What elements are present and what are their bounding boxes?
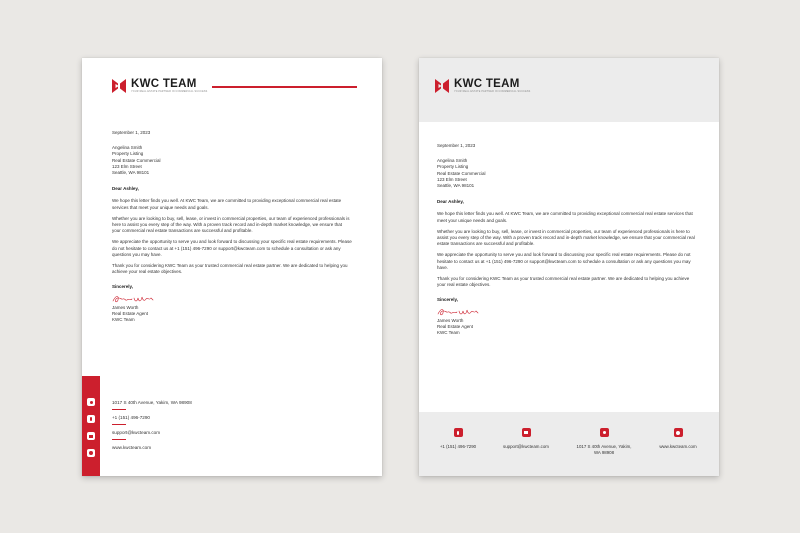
letter-date: September 1, 2023 <box>437 143 476 148</box>
header-rule <box>212 86 357 88</box>
paragraph-4: Thank you for considering KWC Team as your trusted commercial real estate partner. We are dedicated to helping you achieve your real estate objectives. <box>437 276 690 288</box>
letterhead-sheet-banded <box>419 58 719 476</box>
contact-email: support@kwcteam.com <box>112 430 161 435</box>
paragraph-1: We hope this letter finds you well. At KWC Team, we are committed to providing exceptional commercial real estate services that meet your unique needs and goals. <box>112 198 342 210</box>
salutation: Dear Ashley, <box>437 199 464 205</box>
phone-icon <box>454 428 463 437</box>
location-pin-icon <box>87 398 95 406</box>
sender-company: KWC Team <box>112 317 135 323</box>
contact-divider <box>112 424 126 425</box>
letter-date: September 1, 2023 <box>112 130 151 135</box>
recipient-name: Angelina Smith <box>437 158 468 164</box>
letter-body <box>112 130 352 323</box>
paragraph-3: We appreciate the opportunity to serve you and look forward to discussing your specific real estate requirements. Please do not hesitate to contact us at +1 (151) 496-7290 or support@kwcteam.com to schedule a consultation or ask any questions you may have. <box>112 239 352 257</box>
contact-address: 1017 S 40th Avenue, Yakim, WA 98908 <box>112 400 192 405</box>
recipient-line2: Property Listing <box>437 164 469 170</box>
paragraph-2: Whether you are looking to buy, sell, lease, or invest in commercial properties, our team of experienced professionals is here to assist you every step of the way. With a proven track record and in-depth market knowledge, we ensure that your commercial real estate transactions are successful and profitable. <box>437 228 695 247</box>
letter-body <box>437 143 699 336</box>
letterhead-sheet-sidebar <box>82 58 382 476</box>
sender-name: James Worth <box>112 304 139 310</box>
footer-address <box>569 428 639 455</box>
recipient-line2: Property Listing <box>112 151 144 157</box>
closing: Sincerely, <box>112 284 133 290</box>
brand-logo <box>112 78 207 93</box>
envelope-icon <box>87 432 95 440</box>
footer-phone <box>423 428 493 450</box>
recipient-street: 123 Elm Street <box>112 163 142 169</box>
footer-website-text: www.kwcteam.com <box>659 444 697 449</box>
contact-divider <box>112 409 126 410</box>
sender-company: KWC Team <box>437 330 460 336</box>
location-pin-icon <box>600 428 609 437</box>
kwc-logo-icon <box>435 79 449 93</box>
footer-address-line1: 1017 S 40th Avenue, Yakim, <box>576 444 632 449</box>
paragraph-2: Whether you are looking to buy, sell, lease, or invest in commercial properties, our team of experienced professionals is here to assist you every step of the way. With a proven track record and in-depth market knowledge, we ensure that your commercial real estate transactions are successful and profitable. <box>112 215 350 234</box>
salutation: Dear Ashley, <box>112 186 139 192</box>
recipient-city: Seattle, WA 98101 <box>437 183 475 189</box>
sender-title: Real Estate Agent <box>437 323 474 329</box>
sender-title: Real Estate Agent <box>112 310 149 316</box>
footer-email <box>491 428 561 450</box>
footer-email-text: support@kwcteam.com <box>503 444 549 449</box>
footer-address-line2: WA 98908 <box>593 449 615 455</box>
footer-website <box>643 428 713 450</box>
footer-phone-text: +1 (151) 496-7290 <box>439 444 477 449</box>
recipient-line3: Real Estate Commercial <box>112 157 161 163</box>
envelope-icon <box>522 428 531 437</box>
paragraph-4: Thank you for considering KWC Team as your trusted commercial real estate partner. We are dedicated to helping you achieve your real estate objectives. <box>112 263 348 275</box>
sender-name: James Worth <box>437 317 464 323</box>
closing: Sincerely, <box>437 297 458 303</box>
recipient-line3: Real Estate Commercial <box>437 170 486 176</box>
globe-icon <box>674 428 683 437</box>
kwc-logo-icon <box>112 79 126 93</box>
brand-name: KWC TEAM <box>454 78 520 90</box>
recipient-name: Angelina Smith <box>112 145 143 151</box>
brand-name: KWC TEAM <box>131 78 197 90</box>
globe-icon <box>87 449 95 457</box>
recipient-city: Seattle, WA 98101 <box>112 170 150 176</box>
brand-tagline: YOUR REAL ESTATE PARTNER IN COMMERCIAL SUCCESS <box>131 90 208 93</box>
contact-phone: +1 (151) 496-7290 <box>112 415 150 420</box>
paragraph-1: We hope this letter finds you well. At KWC Team, we are committed to providing exceptional commercial real estate services that meet your unique needs and goals. <box>437 211 693 223</box>
contact-sidebar <box>82 376 100 476</box>
contact-divider <box>112 439 126 440</box>
recipient-street: 123 Elm Street <box>437 176 467 182</box>
paragraph-3: We appreciate the opportunity to serve you and look forward to discussing your specific real estate requirements. Please do not hesitate to contact us at +1 (151) 496-7290 or support@kwcteam.com to schedule a consultation or ask any questions you may have. <box>437 252 691 270</box>
brand-tagline: YOUR REAL ESTATE PARTNER IN COMMERCIAL SUCCESS <box>454 90 531 93</box>
contact-website: www.kwcteam.com <box>112 445 152 450</box>
phone-icon <box>87 415 95 423</box>
brand-logo <box>435 78 530 93</box>
signature-image <box>437 307 479 317</box>
signature-image <box>112 294 154 304</box>
